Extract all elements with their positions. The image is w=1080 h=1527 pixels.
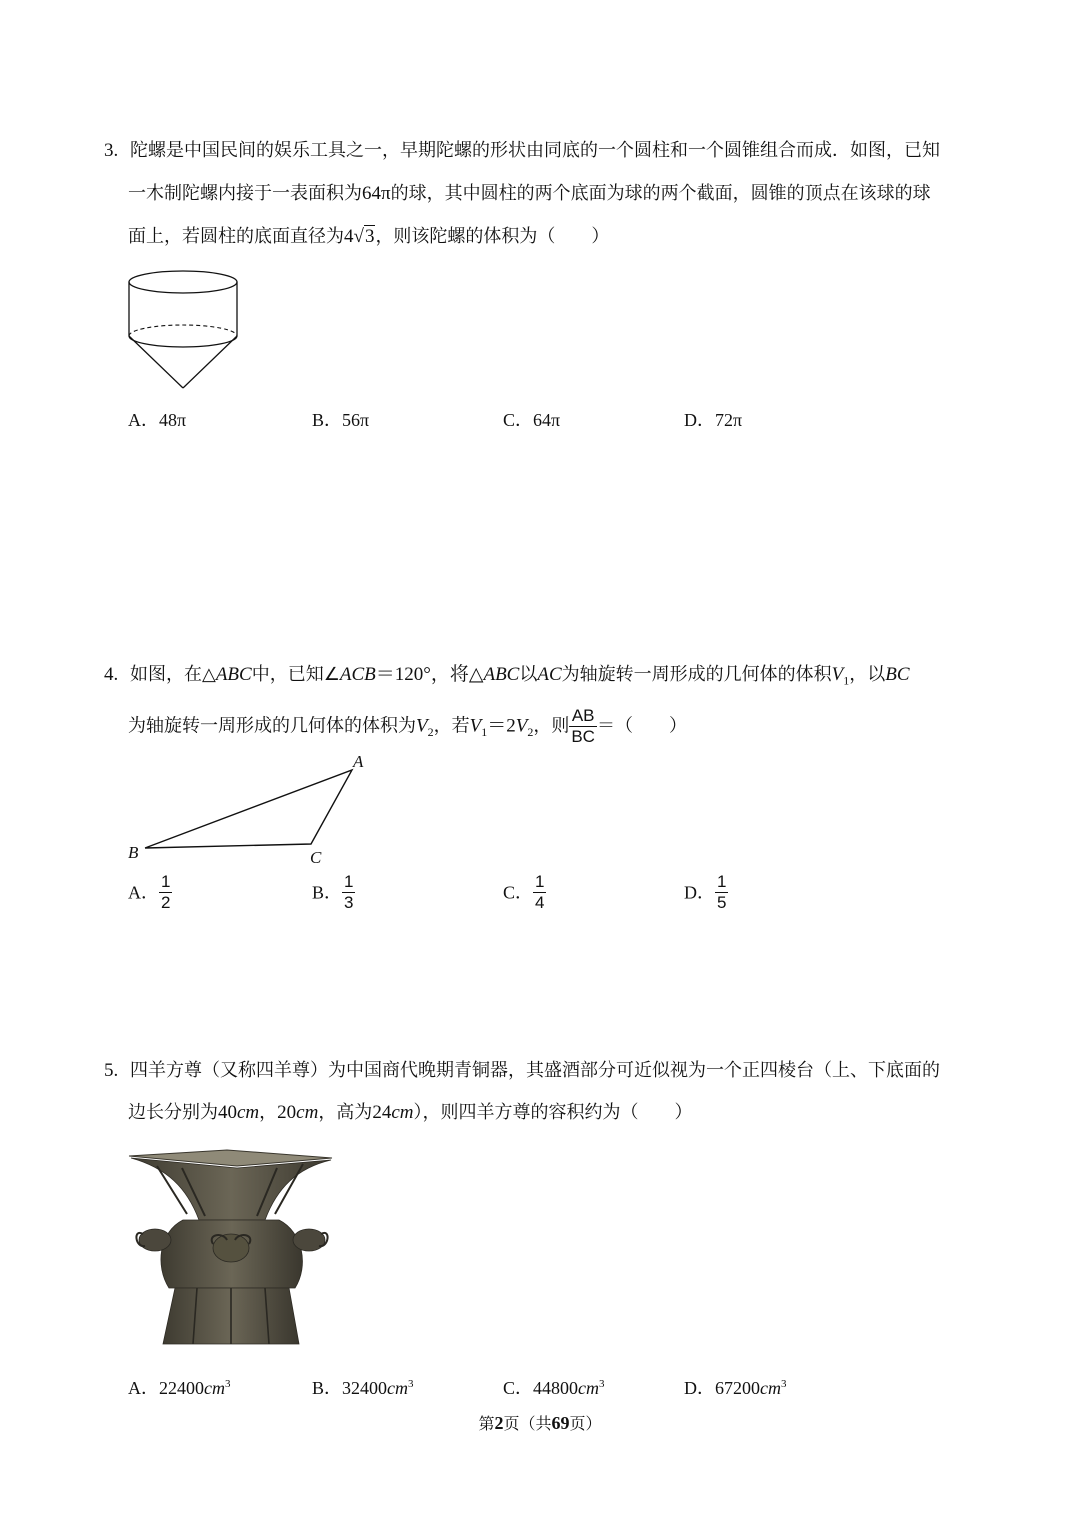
fraction-numerator: 1: [717, 872, 727, 891]
q4-text: ，若: [433, 715, 470, 737]
vertex-label-b: B: [128, 843, 139, 862]
q3-line-2: [128, 181, 931, 207]
q4-option-b[interactable]: [312, 872, 355, 913]
option-label: A．: [128, 882, 159, 903]
vertex-label-a: A: [353, 752, 364, 771]
q4-var: ABC: [215, 664, 252, 685]
option-value: 56π: [342, 410, 370, 430]
q4-line-1: [104, 662, 910, 694]
q3-option-a[interactable]: [128, 407, 186, 433]
q4-ratio-fraction: [569, 706, 597, 747]
option-unit: cm: [387, 1378, 409, 1398]
fraction-denominator: BC: [571, 727, 595, 746]
q4-number: 4.: [104, 664, 119, 685]
option-label: D．: [684, 882, 715, 903]
option-fraction: [342, 872, 355, 913]
q4-text: 中，已知∠: [251, 664, 340, 685]
q3-line-3: [128, 224, 609, 250]
option-label: B．: [312, 1378, 343, 1398]
fraction-numerator: AB: [569, 706, 597, 727]
q4-text: ＝2: [487, 715, 516, 737]
q4-var: BC: [885, 664, 910, 685]
q3-option-b[interactable]: [312, 407, 369, 433]
option-value: 32400: [342, 1378, 388, 1398]
q3-diameter: 4√3: [344, 226, 375, 247]
q5-text: ，: [259, 1102, 278, 1123]
q4-text: 为轴旋转一周形成的几何体的体积: [561, 664, 832, 685]
option-exponent: 3: [599, 1378, 605, 1390]
option-label: D．: [684, 1378, 715, 1398]
footer-text: 页）: [569, 1414, 602, 1433]
triangle-abc-figure: [120, 748, 380, 873]
q3-text-3a: 面上，若圆柱的底面直径为: [128, 226, 344, 247]
q4-option-a[interactable]: [128, 872, 172, 913]
option-label: D．: [684, 410, 715, 430]
option-label: C．: [503, 1378, 534, 1398]
vertex-label-c: C: [310, 848, 322, 867]
option-fraction: [159, 872, 172, 913]
q4-sub: 1: [843, 673, 850, 688]
q3-text-3b: ，则该陀螺的体积为（ ）: [375, 226, 610, 247]
fraction-numerator: 1: [344, 872, 354, 891]
option-label: C．: [503, 410, 534, 430]
option-value: 64π: [533, 410, 561, 430]
option-value: 44800: [533, 1378, 579, 1398]
q5-text-1: 四羊方尊（又称四羊尊）为中国商代晚期青铜器，其盛酒部分可近似视为一个正四棱台（上、下底面的: [129, 1060, 940, 1081]
option-value: 48π: [159, 410, 187, 430]
q3-line-1: [104, 138, 940, 164]
q4-text: 为轴旋转一周形成的几何体的体积为: [128, 715, 416, 737]
option-label: C．: [503, 882, 534, 903]
q5-option-c[interactable]: [503, 1371, 605, 1401]
q5-text: 边长分别为: [128, 1102, 218, 1123]
option-fraction: [715, 872, 728, 913]
option-value: 67200: [715, 1378, 760, 1398]
q5-value: 24: [372, 1102, 392, 1123]
q3-text-2a: 一木制陀螺内接于一表面积为: [128, 183, 362, 204]
q5-unit: cm: [391, 1102, 414, 1123]
option-exponent: 3: [408, 1378, 414, 1390]
option-label: B．: [312, 882, 343, 903]
q4-sub: 2: [427, 725, 434, 740]
q4-sub: 2: [527, 725, 534, 740]
q3-text-1: 陀螺是中国民间的娱乐工具之一，早期陀螺的形状由同底的一个圆柱和一个圆锥组合而成．如图，已知: [129, 140, 940, 161]
q5-unit: cm: [296, 1102, 319, 1123]
q3-diameter-radicand: 3: [364, 226, 375, 247]
q5-line-2: [128, 1100, 692, 1126]
q3-number: 3.: [104, 140, 119, 161]
q3-diameter-coef: 4: [344, 226, 354, 247]
q4-var: ABC: [483, 664, 520, 685]
fraction-numerator: 1: [535, 872, 545, 891]
q5-line-1: [104, 1058, 940, 1084]
q5-text: ，高为: [318, 1102, 373, 1123]
q4-option-d[interactable]: [684, 872, 728, 913]
q5-option-b[interactable]: [312, 1371, 414, 1401]
footer-text: 第: [478, 1414, 495, 1433]
q4-line-2: [128, 706, 687, 752]
fraction-numerator: 1: [161, 872, 171, 891]
q5-text: ），则四羊方尊的容积约为（ ）: [413, 1102, 693, 1123]
q5-option-d[interactable]: [684, 1371, 787, 1401]
option-value: 72π: [715, 410, 743, 430]
total-page-count: 69: [551, 1413, 570, 1433]
option-exponent: 3: [225, 1378, 231, 1390]
q4-text: ＝（ ）: [596, 715, 687, 737]
q4-text: ＝120°，将△: [375, 664, 484, 685]
q4-text: 以: [519, 664, 538, 685]
option-exponent: 3: [781, 1378, 787, 1390]
q4-var: V: [416, 715, 428, 737]
q5-unit: cm: [237, 1102, 260, 1123]
q5-value: 20: [277, 1102, 297, 1123]
option-unit: cm: [760, 1378, 781, 1398]
q3-surface-area: 64π: [362, 183, 391, 204]
spinning-top-figure: [120, 266, 250, 396]
q4-sub: 1: [481, 725, 488, 740]
q5-value: 40: [218, 1102, 237, 1123]
fraction-denominator: 3: [344, 893, 354, 912]
q5-number: 5.: [104, 1060, 119, 1081]
fraction-denominator: 2: [161, 893, 171, 912]
q4-text: ，则: [533, 715, 570, 737]
q5-option-a[interactable]: [128, 1371, 231, 1401]
page-footer: [0, 1412, 1080, 1435]
q4-var: V: [831, 664, 844, 685]
q4-var: ACB: [339, 664, 376, 685]
fraction-denominator: 5: [717, 893, 727, 912]
q3-option-c[interactable]: [503, 407, 560, 433]
q4-option-c[interactable]: [503, 872, 546, 913]
q4-var: AC: [537, 664, 562, 685]
option-unit: cm: [578, 1378, 600, 1398]
q4-var: V: [469, 715, 482, 737]
q4-text: ，以: [849, 664, 886, 685]
option-fraction: [533, 872, 546, 913]
option-label: A．: [128, 1378, 159, 1398]
q4-text: 如图，在△: [129, 664, 216, 685]
q4-var: V: [515, 715, 528, 737]
fraction-denominator: 4: [535, 893, 545, 912]
q3-text-2b: 的球，其中圆柱的两个底面为球的两个截面，圆锥的顶点在该球的球: [390, 183, 931, 204]
four-ram-zun-vessel-image: [127, 1148, 335, 1348]
option-value: 22400: [159, 1378, 204, 1398]
current-page-number: 2: [494, 1413, 504, 1433]
footer-text: 页（共: [503, 1414, 552, 1433]
option-label: A．: [128, 410, 159, 430]
option-unit: cm: [204, 1378, 225, 1398]
option-label: B．: [312, 410, 343, 430]
q3-option-d[interactable]: [684, 407, 742, 433]
